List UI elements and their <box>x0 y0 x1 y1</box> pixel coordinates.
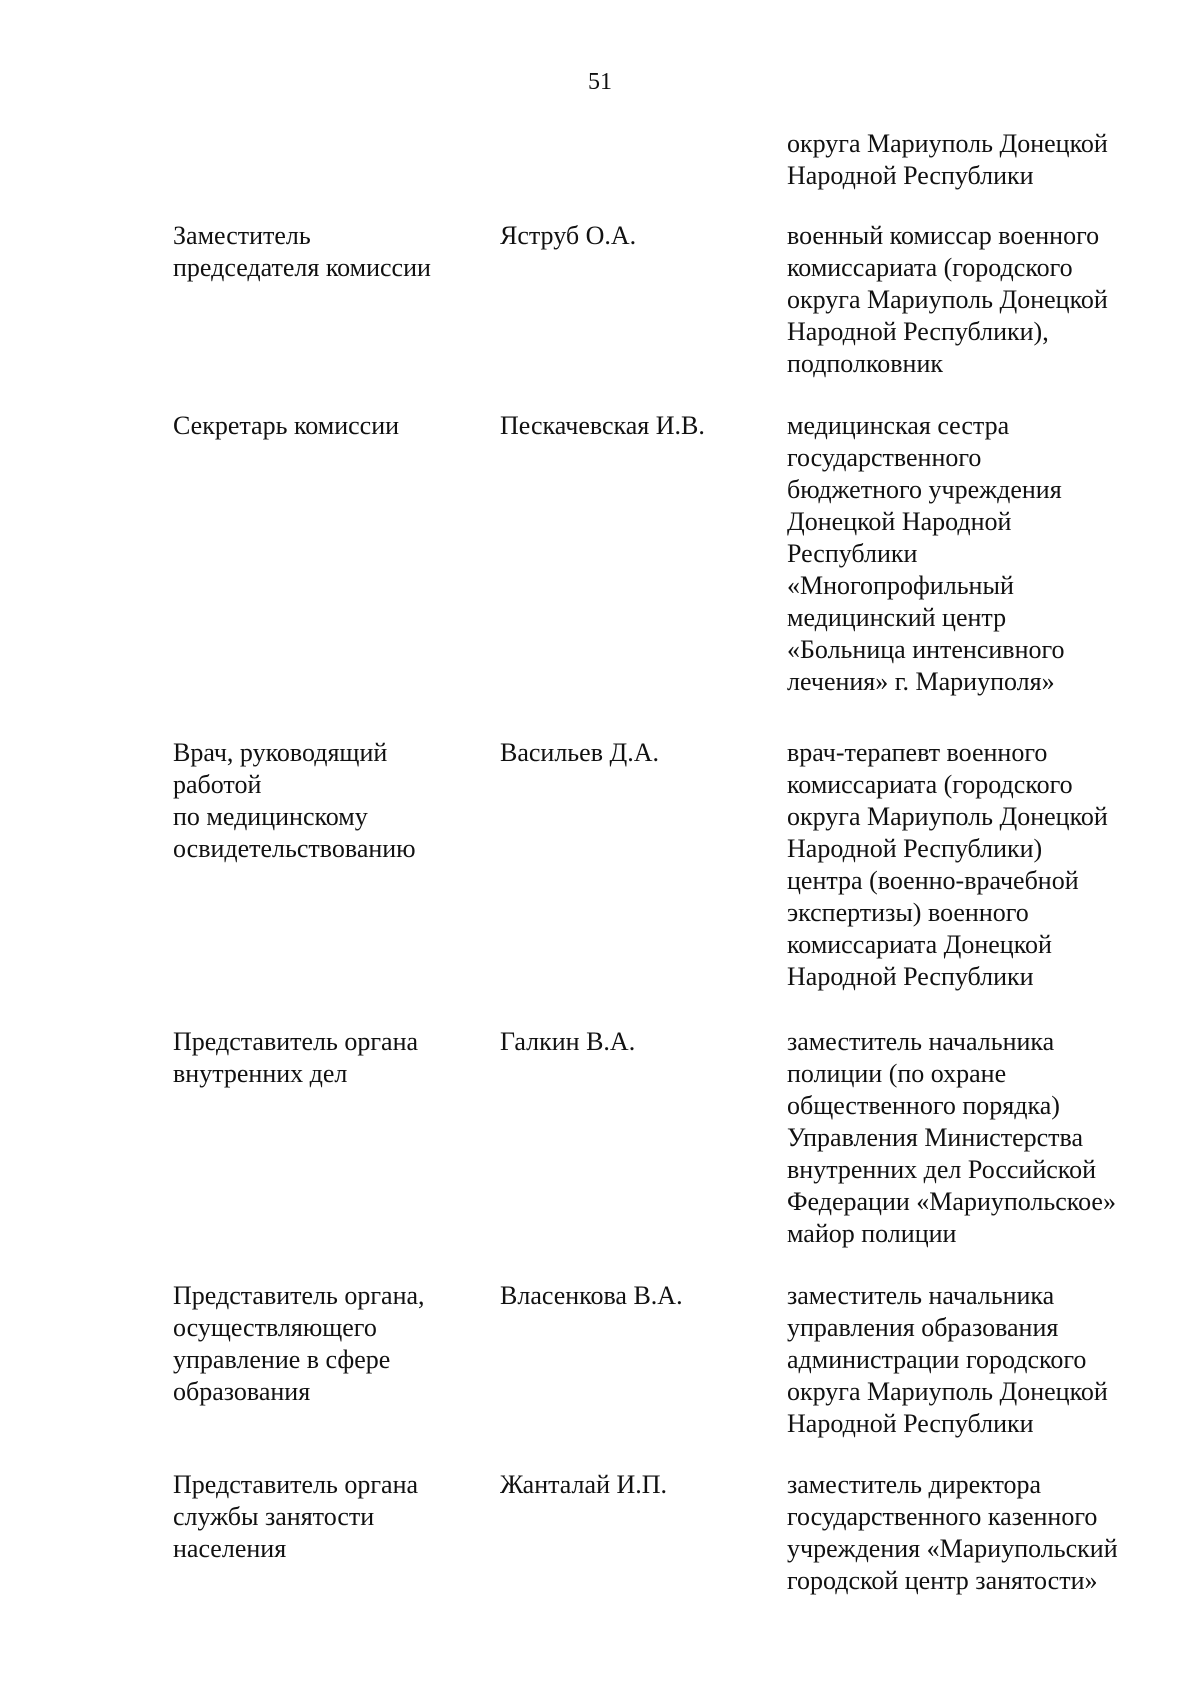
continuation-text <box>787 128 1187 192</box>
text-line: Яструб О.А. <box>500 221 637 250</box>
member-name <box>500 1469 750 1501</box>
text-line: экспертизы) военного <box>787 898 1029 927</box>
text-line: Федерации «Мариупольское» <box>787 1187 1116 1216</box>
text-line: государственного казенного <box>787 1502 1098 1531</box>
text-line: лечения» г. Мариуполя» <box>787 667 1055 696</box>
text-line: освидетельствованию <box>173 834 416 863</box>
text-line: Представитель органа <box>173 1470 419 1499</box>
text-line: подполковник <box>787 349 943 378</box>
text-line: заместитель начальника <box>787 1027 1055 1056</box>
member-position <box>787 1280 1187 1440</box>
member-position <box>787 1026 1187 1250</box>
text-line: Васильев Д.А. <box>500 738 659 767</box>
member-role <box>173 737 473 865</box>
text-line: Народной Республики <box>787 962 1034 991</box>
text-line: внутренних дел <box>173 1059 348 1088</box>
text-line: центра (военно-врачебной <box>787 866 1079 895</box>
text-line: военный комиссар военного <box>787 221 1100 250</box>
text-line: администрации городского <box>787 1345 1087 1374</box>
page-number: 51 <box>588 69 612 95</box>
member-name <box>500 1280 750 1312</box>
text-line: по медицинскому <box>173 802 368 831</box>
text-line: «Больница интенсивного <box>787 635 1065 664</box>
text-line: медицинская сестра <box>787 411 1010 440</box>
member-role <box>173 1469 473 1565</box>
text-line: Пескачевская И.В. <box>500 411 705 440</box>
text-line: «Многопрофильный <box>787 571 1014 600</box>
text-line: общественного порядка) <box>787 1091 1060 1120</box>
text-line: населения <box>173 1534 287 1563</box>
text-line: управление в сфере <box>173 1345 391 1374</box>
text-line: Представитель органа <box>173 1027 419 1056</box>
text-line: Власенкова В.А. <box>500 1281 683 1310</box>
text-line: Народной Республики <box>787 161 1034 190</box>
text-line: комиссариата Донецкой <box>787 930 1052 959</box>
text-line: Народной Республики) <box>787 834 1043 863</box>
text-line: учреждения «Мариупольский <box>787 1534 1118 1563</box>
member-position <box>787 1469 1187 1597</box>
text-line: Народной Республики), <box>787 317 1049 346</box>
text-line: Представитель органа, <box>173 1281 425 1310</box>
text-line: Заместитель <box>173 221 311 250</box>
member-position <box>787 410 1187 698</box>
text-line: Управления Министерства <box>787 1123 1083 1152</box>
member-role <box>173 220 473 284</box>
member-position <box>787 737 1187 993</box>
text-line: Донецкой Народной <box>787 507 1012 536</box>
text-line: Жанталай И.П. <box>500 1470 668 1499</box>
member-name <box>500 737 750 769</box>
text-line: управления образования <box>787 1313 1059 1342</box>
text-line: Республики <box>787 539 918 568</box>
text-line: майор полиции <box>787 1219 957 1248</box>
text-line: председателя комиссии <box>173 253 431 282</box>
member-role <box>173 1026 473 1090</box>
member-position <box>787 220 1187 380</box>
text-line: Врач, руководящий <box>173 738 388 767</box>
text-line: медицинский центр <box>787 603 1007 632</box>
member-role <box>173 410 473 442</box>
text-line: службы занятости <box>173 1502 375 1531</box>
text-line: Секретарь комиссии <box>173 411 400 440</box>
text-line: городской центр занятости» <box>787 1566 1098 1595</box>
member-role <box>173 1280 473 1408</box>
text-line: бюджетного учреждения <box>787 475 1062 504</box>
text-line: заместитель директора <box>787 1470 1042 1499</box>
text-line: образования <box>173 1377 311 1406</box>
text-line: Галкин В.А. <box>500 1027 636 1056</box>
text-line: комиссариата (городского <box>787 770 1073 799</box>
text-line: врач-терапевт военного <box>787 738 1048 767</box>
text-line: комиссариата (городского <box>787 253 1073 282</box>
text-line: полиции (по охране <box>787 1059 1007 1088</box>
text-line: работой <box>173 770 262 799</box>
member-name <box>500 220 750 252</box>
text-line: внутренних дел Российской <box>787 1155 1097 1184</box>
member-name <box>500 410 750 442</box>
text-line: Народной Республики <box>787 1409 1034 1438</box>
text-line: заместитель начальника <box>787 1281 1055 1310</box>
text-line: округа Мариуполь Донецкой <box>787 1377 1108 1406</box>
member-name <box>500 1026 750 1058</box>
text-line: округа Мариуполь Донецкой <box>787 129 1108 158</box>
text-line: осуществляющего <box>173 1313 377 1342</box>
text-line: округа Мариуполь Донецкой <box>787 802 1108 831</box>
text-line: государственного <box>787 443 982 472</box>
text-line: округа Мариуполь Донецкой <box>787 285 1108 314</box>
